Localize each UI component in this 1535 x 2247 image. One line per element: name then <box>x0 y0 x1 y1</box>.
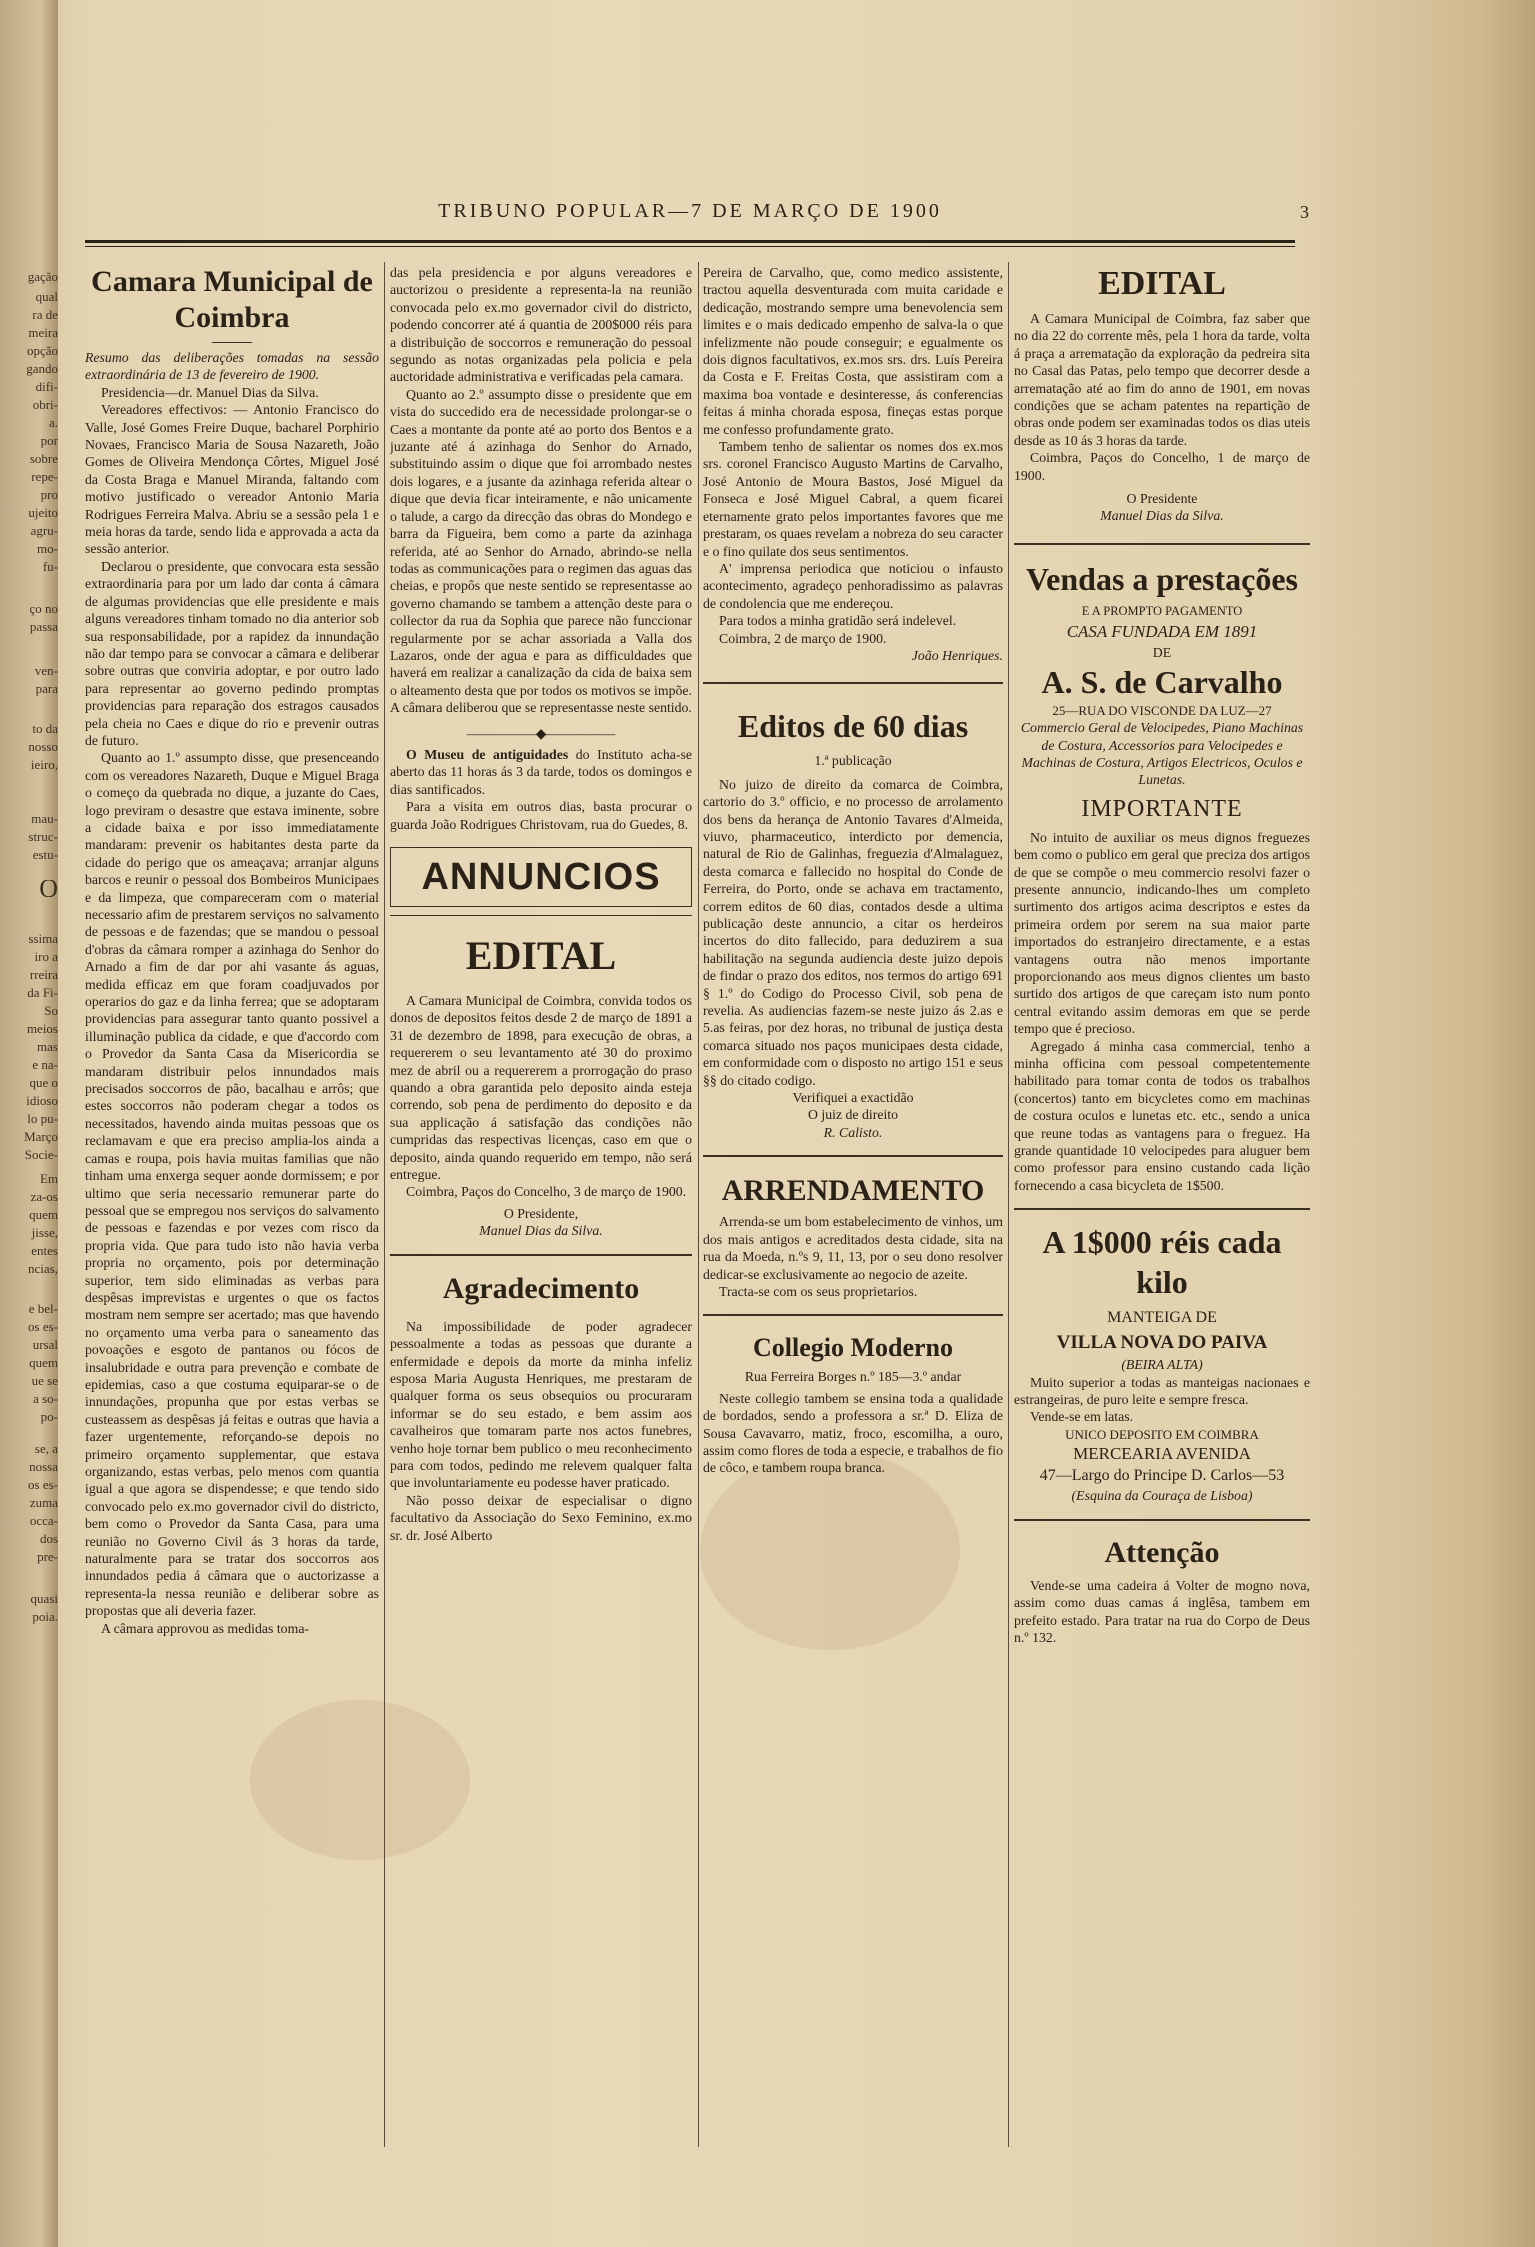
column-rule <box>384 262 385 2147</box>
attencao-text: Vende-se uma cadeira á Volter de mogno nova, assim como duas camas á inglêsa, tambem em prefeito estado. Para tratar na rua do Corpo de Deus n.º 132. <box>1014 1577 1310 1645</box>
vendas-line2: CASA FUNDADA EM 1891 <box>1066 622 1258 642</box>
paragraph: Pereira de Carvalho, que, como medico assistente, tractou aquella desventurada com muita caridade e dedicação, mostrando sempre uma benevolencia sem limites e o mais dedicado empenho de salva-la o que infelizmente não poude conseguir; e egualmente os dois dignos facultativos, ex.mos srs. drs. Luís Pereira da Costa e F. Freitas Costa, que assistiram com a maxima boa vontade e desinteresse, ás conferencias feitas á minha chorada esposa, fineças estas porque me confesso profundamente grato. <box>703 265 1003 437</box>
paragraph: Declarou o presidente, que convocara esta sessão extraordinaria para por um lado dar conta á câmara de algumas providencias que elle presidente e mais alguns vereadores tinham tomado no dia anterior sob sua responsabilidade, por a rapidez da innundação não dar tempo para se convocar a câmara e deliberar sobre outras que conviria adoptar, e por outro lado para representar ao governo pedindo promptas providencias para reparação dos estragos causados pela cheia no Caes e dique do rio e prevenir outras de futuro. <box>85 558 379 748</box>
vendas-goods: Commercio Geral de Velocipedes, Piano Machinas de Costura, Accessorios para Velocipedes e Machinas de Costura, Artigos Electricos, Oculos e Lunetas. <box>1020 720 1304 788</box>
gutter-text-fragment: occa- <box>29 1513 58 1528</box>
edital-signature: Manuel Dias da Silva. <box>479 1223 603 1239</box>
article-summary: Resumo das deliberações tomadas na sessão extraordinária de 13 de fevereiro de 1900. <box>85 350 379 383</box>
gutter-text-fragment: nossa <box>29 1459 58 1474</box>
gutter-text-fragment: e bel- <box>28 1301 58 1316</box>
edital-2-signature: Manuel Dias da Silva. <box>1100 508 1224 524</box>
gutter-text-fragment: da Fi- <box>27 985 58 1000</box>
page-header: TRIBUNO POPULAR—7 DE MARÇO DE 1900 <box>438 200 942 222</box>
gutter-text-fragment: mau- <box>31 811 58 826</box>
gutter-text-fragment: ieiro, <box>30 757 58 772</box>
museu-body: do Instituto acha-se aberto das 11 horas ás 3 da tarde, todos os domingos e dias santificados. <box>390 746 692 797</box>
column-rule <box>1008 262 1009 2147</box>
manteiga-text-2: Vende-se em latas. <box>1030 1409 1134 1425</box>
gutter-text-fragment: mo- <box>37 541 58 556</box>
gutter-text-fragment: sobre <box>29 451 58 466</box>
gutter-text-fragment: ue se <box>31 1373 58 1388</box>
manteiga-line1: MANTEIGA DE <box>1107 1309 1217 1327</box>
gutter-text-fragment: difi- <box>35 379 58 394</box>
gutter-text-fragment: quem <box>29 1207 58 1222</box>
gutter-text-fragment: jisse, <box>31 1225 58 1240</box>
gutter-text-fragment: passa <box>29 619 58 634</box>
annuncios-box <box>390 847 692 907</box>
gutter-text-fragment: repe- <box>31 469 58 484</box>
edital-2-role: O Presidente <box>1126 491 1198 507</box>
gutter-text-fragment: zuma <box>29 1495 58 1510</box>
gutter-text-fragment: ssima <box>28 931 58 946</box>
agradecimento-title: Agradecimento <box>442 1271 640 1305</box>
gutter-text-fragment: os es- <box>28 1319 58 1334</box>
editos-sub: 1.ª publicação <box>814 753 892 769</box>
agradecimento-text: Na impossibilidade de poder agradecer pessoalmente a todas as pessoas que durante a enfermidade e depois da morte da minha infeliz esposa Maria Augusta Henriques, me prestaram de qualquer forma os seus obsequios ou procuraram informar se do seu estado, e bem assim aos cavalheiros que tomaram parte nos actos funebres, venho hoje tornar bem publico o meu reconhecimento para com todos, pedindo me relevem qualquer falta que involuntariamente eu podesse haver praticado. <box>390 1318 692 1491</box>
edital-2-title: EDITAL <box>1098 265 1226 302</box>
divider <box>703 1314 1003 1316</box>
gutter-text-fragment: dos <box>39 1531 58 1546</box>
gutter-text-fragment: os es- <box>28 1477 58 1492</box>
gutter-text-fragment: mas <box>37 1039 58 1054</box>
date-line: Coimbra, 2 de março de 1900. <box>719 630 887 646</box>
edital-text: A Camara Municipal de Coimbra, convida todos os donos de depositos feitos desde 2 de março de 1891 a 31 de dezembro de 1898, para execução de obras, a requererem o seu levantamento até 30 do proximo mez de abril ou a requererem a prorrogação do praso quando a obra garantida pelo deposito ainda esteja correndo, sob pena de perdimento do deposito e da sua applicação á satisfação das condições não cumpridas das respectivas licenças, caso em que o deposito, ainda quando requerido em tempo, não será entregue. <box>390 993 692 1183</box>
editos-title: Editos de 60 dias <box>737 708 969 745</box>
collegio-text: Neste collegio tambem se ensina toda a qualidade de bordados, sendo a professora a sr.ª D. Eliza de Sousa Cavavarro, matiz, froco, escomilha, a ouro, assim como flores de toda a especie, e trabalhos de fio de côco, e tambem roupa branca. <box>703 1390 1003 1476</box>
gutter-text-fragment: meios <box>26 1021 58 1036</box>
manteiga-line3: (BEIRA ALTA) <box>1121 1357 1203 1373</box>
agradecimento-text-2: Não posso deixar de especialisar o digno facultativo da Associação do Sexo Feminino, ex.mo sr. dr. José Alberto <box>390 1492 692 1543</box>
paragraph: Quanto ao 2.º assumpto disse o presidente que em vista do succedido era de necessidade prolongar-se o Caes a montante da ponte até ao porto dos Bentos e a juzante até á azinhaga do Senhor do Arnado, substituindo assim o dique que foi arrombado nestes dois logares, e a jusante da azinhaga referida altear o dique que devia ficar inteiramente, e não unicamente o talude, a cargo da direcção das obras do Mondego e barra da Figueira, bem como a parte da azinhaga referida, até ao Senhor do Arnado, abrindo-se nella todas as communicações para o regimen das aguas das cheias, e propôs que neste sentido se representasse ao governo chamando se tambem a attenção deste para o collector da rua da Sophia que parece não funccionar regularmente por se achar assoriada a Valla dos Lazaros, onde der agua e para as difficuldades que haverá em realizar a canalização da cida de baixa sem o alteamento desta que por todos os motivos se impõe. A câmara deliberou que se representasse neste sentido. <box>390 386 692 716</box>
manteiga-line5: MERCEARIA AVENIDA <box>1073 1444 1251 1464</box>
divider <box>390 915 692 916</box>
gutter-text-fragment: idioso <box>26 1093 58 1108</box>
gutter-text-fragment: meira <box>28 325 58 340</box>
editos-verified: Verifiquei a exactidão <box>792 1090 914 1106</box>
gutter-text-fragment: ra de <box>32 307 58 322</box>
manteiga-line6: 47—Largo do Principe D. Carlos—53 <box>1039 1467 1285 1485</box>
ornament-rule: —————◆————— <box>466 725 616 741</box>
museu-title: O Museu de antiguidades <box>406 746 569 762</box>
paragraph: Tambem tenho de salientar os nomes dos ex.mos srs. coronel Francisco Augusto Martins de Carvalho, José Antonio de Moura Bastos, José Miguel da Fonseca e José Miguel Cabral, a quem ficarei eternamente grato pelos importantes favores que me prestaram, os quaes revelam a nobreza do seu caracter e o fino quilate dos seus sentimentos. <box>703 439 1003 559</box>
gutter-text-fragment: fu- <box>42 559 58 574</box>
paragraph: Presidencia—dr. Manuel Dias da Silva. <box>101 384 319 400</box>
edital-title: EDITAL <box>465 933 617 978</box>
column-rule <box>698 262 699 2147</box>
manteiga-text: Muito superior a todas as manteigas nacionaes e estrangeiras, de puro leite e sempre fresca. <box>1014 1374 1310 1408</box>
paragraph: das pela presidencia e por alguns vereadores e auctorizou o presidente a representa-la na reunião convocada pelo ex.mo governador civil do districto, podendo concorrer até á quantia de 200$000 réis para a distribuição de soccorros e remuneração do pessoal segundo as notas organizadas pela policia e pela auctoridade administrativa e verificadas pela camara. <box>390 265 692 385</box>
gutter-text-fragment: agru- <box>30 523 58 538</box>
column-3 <box>703 264 1003 2144</box>
gutter-text-fragment: Socie- <box>24 1147 58 1162</box>
arrendamento-text: Arrenda-se um bom estabelecimento de vinhos, um dos mais antigos e acreditados desta cidade, sita na rua da Moeda, n.ºs 9, 11, 13, por o seu dono resolver dedicar-se exclusivamente ao negocio de azeite. <box>703 1214 1003 1282</box>
edital-date: Coimbra, Paços do Concelho, 3 de março de 1900. <box>406 1184 687 1200</box>
gutter-text-fragment: ncias, <box>28 1261 58 1276</box>
gutter-text-fragment: rreira <box>29 967 58 982</box>
divider <box>1014 1208 1310 1210</box>
signature: João Henriques. <box>911 647 1003 663</box>
gutter-text-fragment: za-os <box>30 1189 58 1204</box>
column-2 <box>390 264 692 2144</box>
previous-page-gutter <box>0 0 58 2247</box>
gutter-text-fragment: que o <box>29 1075 58 1090</box>
editos-text: No juizo de direito da comarca de Coimbra, cartorio do 3.º officio, e no processo de arrolamento dos bens da herança de Antonio Tavares d'Almeida, viuvo, pharmaceutico, interdicto por demencia, natural de Rio de Galinhas, freguezia d'Almalaguez, desta comarca e fallecido no hospital do Conde de Ferreira, do Porto, onde se achava em tractamento, correm editos de 60 dias, contados desde a ultima publicação deste annuncio, a citar os herdeiros incertos do dito fallecido, para deduzirem a sua habilitação na segunda audiencia deste juizo depois de findar o prazo dos editos, nos termos do artigo 691 § 1.º do Codigo do Processo Civil, sob pena de revelia. As audiencias fazem-se neste juizo ás 2.as e 5.as feiras, por dez horas, no tribunal de justiça desta comarca situado nos paços municipaes desta cidade, em conformidade com o disposto no artigo 151 e seus §§ do citado codigo. <box>703 776 1003 1088</box>
gutter-text-fragment: O <box>39 880 58 897</box>
museu-text-2: Para a visita em outros dias, basta procurar o guarda João Rodrigues Christovam, rua do Guedes, 8. <box>390 799 692 832</box>
editos-judge: O juiz de direito <box>807 1107 899 1123</box>
gutter-text-fragment: quasi <box>30 1591 58 1606</box>
gutter-text-fragment: entes <box>31 1243 58 1258</box>
gutter-text-fragment: quem <box>29 1355 58 1370</box>
divider <box>703 1155 1003 1157</box>
paragraph: A' imprensa periodica que noticiou o infausto acontecimento, agradeço penhoradissimo as palavras de condolencia que me endereçou. <box>703 560 1003 611</box>
gutter-text-fragment: a. <box>48 415 58 430</box>
manteiga-title: A 1$000 réis cada kilo <box>1042 1224 1282 1301</box>
vendas-line3: DE <box>1152 645 1172 661</box>
vendas-address: 25—RUA DO VISCONDE DA LUZ—27 <box>1052 702 1272 718</box>
paragraph: A câmara approvou as medidas toma- <box>101 1620 310 1636</box>
edital-2-text: A Camara Municipal de Coimbra, faz saber que no dia 22 do corrente mês, pela 1 hora da tarde, volta á praça a arrematação da exploração da pedreira sita no Casal das Patas, pelo tempo que decorrer desde a arrematação até ao fim do anno de 1901, em novas condições que se acham patentes na repartição de obras onde podem ser examinadas todos os dias uteis desde as 10 ás 3 horas da tarde. <box>1014 311 1310 448</box>
vendas-line1: E A PROMPTO PAGAMENTO <box>1081 603 1243 618</box>
annuncios-heading: ANNUNCIOS <box>421 856 661 898</box>
gutter-text-fragment: pro <box>40 487 58 502</box>
gutter-text-fragment: struc- <box>28 829 58 844</box>
gutter-text-fragment: gação <box>27 269 58 284</box>
gutter-text-fragment: ursal <box>32 1337 58 1352</box>
gutter-text-fragment: nosso <box>28 739 58 754</box>
gutter-text-fragment: opção <box>26 343 58 358</box>
page-number: 3 <box>1300 202 1309 222</box>
vendas-text-2: Agregado á minha casa commercial, tenho a minha officina com pessoal competentemente habilitado para tomar conta de todos os trabalhos (concertos) tanto em bicycletes como em machinas de costura oculos e lunetas etc. etc., sendo a unica que reune todas as vantagens para o freguez. Ha grande quantidade 10 velocipedes para aluguer bem como professor para ensino custando cada lição fornecendo a casa bicycleta de 1$500. <box>1014 1038 1310 1193</box>
arrendamento-title: ARRENDAMENTO <box>721 1174 985 1208</box>
gutter-text-fragment: lo pu- <box>27 1111 58 1126</box>
divider <box>1014 543 1310 545</box>
manteiga-line7: (Esquina da Couraça de Lisboa) <box>1071 1488 1253 1504</box>
vendas-title: Vendas a prestações <box>1025 560 1298 597</box>
gutter-text-fragment: estu- <box>32 847 58 862</box>
manteiga-line4: UNICO DEPOSITO EM COIMBRA <box>1065 1426 1259 1442</box>
separator <box>212 342 252 343</box>
gutter-text-fragment: Em <box>39 1171 58 1186</box>
paragraph: Quanto ao 1.º assumpto disse, que presenceando com os vereadores Nazareth, Duque e Miguel Braga o começo da quebrada no dique, a juzante do Caes, logo previram o desastre que estava iminente, sobre a cidade baixa e por isso immediatamente mandaram: prevenir os habitantes desta parte da cidade do perigo que os ameaçava; arranjar alguns barcos e reunir o pessoal dos Bombeiros Municipaes e da limpeza, que compareceram com o material necessario afim de prestarem serviços no salvamento de pessoas e de fazendas; que se mandou o pessoal d'obras da câmara romper a azinhaga do Senhor do Arnado a fim de dar por ahi vasante ás aguas, medida efficaz em que foram coadjuvados por operarios do gaz e da linha ferrea; que se adoptaram providencias para assegurar tanto quanto possivel a illuminação publica da cidade, e que d'accordo com o Provedor da Santa Casa da Misericordia se mandaram distribuir pelos innundados mais precisados soccorros de pão, bacalhau e arrôs; que estes soccorros não poderam chegar a todos os necessitados, havendo ainda muitas pessoas que os reclamavam e que era preciso amplia-los ainda a camas e roupa, pois havia muitas familias que não tinham uma enxerga sequer aonde dormissem; e por ultimo que seria necessario remunerar parte do pessoal que se empregou nos serviços do salvamento de pessoas e fazendas e por vezes com risco da propria vida. Que para tudo isto não havia verba propria no orçamento, pois por determinação superior, tem sido eliminadas as verbas para despêsas imprevistas e urgentes o que os factos mostram nem sempre ser acertado; mas que havendo no orçamento uma verba para o saneamento das povoações e esgoto de pantanos ou fócos de insalubridade e outra para prevenção e combate de epidemias, caso a que costuma equiparar-se o de innundações, propunha que por estas verbas se custeassem as despêsas já feitas e outras que havia a fazer urgentemente, reforçando-se depois no primeiro orçamento supplementar, que estava organizando, estas verbas, pelo menos com quantia igual a que agora se dispendesse; e que tendo sido convocado pelo ex.mo governador civil do districto, bem como o Provedor da Santa Casa, para uma reunião no Governo Civil ás 3 horas da tarde, naturalmente para se tratar dos soccorros aos innundados pedia á câmara que o auctorizasse a representa-la nessa reunião e deliberar sobre as propostas que ali deveria fazer. <box>85 750 379 1619</box>
gutter-text-fragment: iro a <box>34 949 58 964</box>
vendas-text: No intuito de auxiliar os meus dignos freguezes bem como o publico em geral que preciza dos artigos de que se compõe o meu commercio resolvi fazer o presente annuncio, indicando-lhes um completo surtimento dos artigos acima descriptos e estes da primeira ordem por serem na sua maior parte importados do estranjeiro directamente, e a estas vantagens outra não menos importante proporcionando aos meus dignos clientes um basto surtido dos artigos de que careçam isto num ponto central evitando assim demoras em que se perde tempo que é precioso. <box>1014 829 1310 1037</box>
collegio-title: Collegio Moderno <box>752 1333 954 1363</box>
paragraph: Para todos a minha gratidão será indelevel. <box>719 613 957 629</box>
column-4 <box>1014 264 1310 2144</box>
gutter-text-fragment: ço no <box>29 601 58 616</box>
gutter-text-fragment: e na- <box>32 1057 58 1072</box>
gutter-text-fragment: obri- <box>32 397 58 412</box>
gutter-text-fragment: po- <box>40 1409 58 1424</box>
gutter-text-fragment: por <box>40 433 58 448</box>
gutter-text-fragment: se, a <box>34 1441 58 1456</box>
gutter-text-fragment: ven- <box>34 663 58 678</box>
collegio-address: Rua Ferreira Borges n.º 185—3.º andar <box>744 1369 962 1385</box>
header-rule <box>85 240 1295 243</box>
vendas-important: IMPORTANTE <box>1081 795 1243 822</box>
column-1 <box>85 264 379 2144</box>
edital-2-date: Coimbra, Paços do Concelho, 1 de março de 1900. <box>1014 450 1310 483</box>
gutter-text-fragment: to da <box>32 721 58 736</box>
divider <box>703 682 1003 684</box>
edital-role: O Presidente, <box>503 1205 579 1221</box>
article-title: Camara Municipal de Coimbra <box>91 265 373 334</box>
divider <box>1014 1519 1310 1521</box>
manteiga-line2: VILLA NOVA DO PAIVA <box>1056 1332 1268 1354</box>
gutter-text-fragment: a so- <box>33 1391 58 1406</box>
gutter-text-fragment: Março <box>24 1129 58 1144</box>
gutter-text-fragment: So <box>44 1003 58 1018</box>
gutter-text-fragment: qual <box>35 289 58 304</box>
arrendamento-text-2: Tracta-se com os seus proprietarios. <box>719 1283 918 1299</box>
vendas-name: A. S. de Carvalho <box>1041 663 1283 700</box>
gutter-text-fragment: para <box>35 681 58 696</box>
museu-text <box>390 746 692 798</box>
divider <box>390 1254 692 1256</box>
paragraph: Vereadores effectivos: — Antonio Francisco do Valle, José Gomes Freire Duque, bacharel Porphirio Novaes, Francisco Maria de Sousa Nazareth, João Gomes de Oliveira Mendonça Côrtes, Miguel José da Costa Braga e Manuel Miranda, faltando com motivo justificado o vereador Antonio Maria Rodrigues Ferreira Malva. Abriu se a sessão pela 1 e meia horas da tarde, sendo lida e approvada a acta da sessão anterior. <box>85 402 379 557</box>
gutter-text-fragment: pre- <box>37 1549 58 1564</box>
header-rule-thin <box>85 246 1295 247</box>
editos-judge-name: R. Calisto. <box>823 1124 883 1140</box>
gutter-text-fragment: ujeito <box>28 505 58 520</box>
gutter-text-fragment: gando <box>26 361 58 376</box>
attencao-title: Attenção <box>1104 1535 1220 1569</box>
gutter-text-fragment: poia. <box>32 1609 58 1624</box>
